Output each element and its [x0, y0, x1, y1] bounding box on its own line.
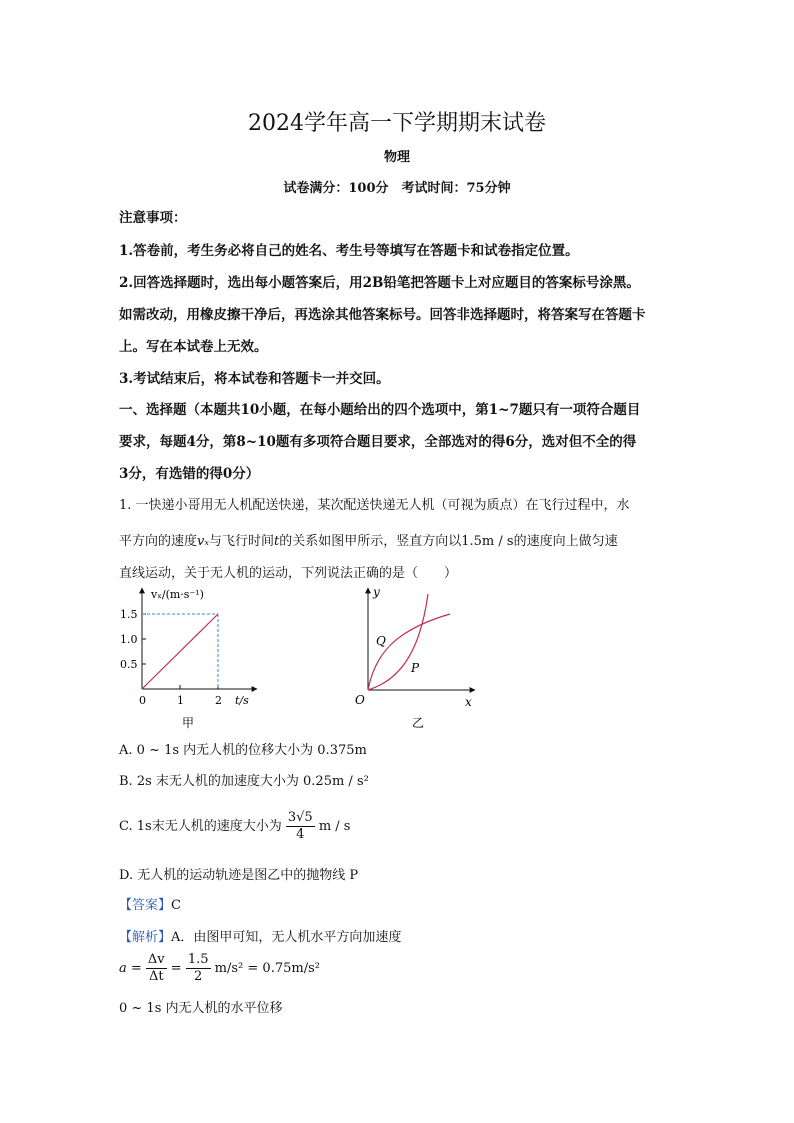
y-axis-label: y: [373, 585, 380, 599]
curve-p-label: P: [411, 661, 420, 675]
section-line-3: 3分，有选错的得0分）: [119, 466, 260, 482]
y-tick-label: 0.5: [120, 658, 138, 671]
note-2b: 如需改动，用橡皮擦干净后，再选涂其他答案标号。回答非选择题时，将答案写在答题卡: [119, 307, 646, 323]
fraction-denominator: 2: [194, 969, 203, 984]
option-a: A. 0 ~ 1s 内无人机的位移大小为 0.375m: [119, 743, 367, 758]
option-b: B. 2s 末无人机的加速度大小为 0.25m / s²: [119, 774, 369, 789]
q1-text: 的关系如图甲所示，竖直方向以: [279, 534, 462, 549]
note-3: 3.考试结束后，将本试卷和答题卡一并交回。: [119, 371, 390, 387]
analysis-text: A．由图甲可知，无人机水平方向加速度: [171, 930, 402, 945]
origin-label: O: [355, 693, 365, 707]
fraction-numerator: 3√5: [287, 810, 313, 825]
figure-caption-jia: 甲: [182, 716, 195, 730]
q1-text: 与飞行时间: [208, 534, 274, 549]
x-tick-label: 2: [215, 694, 222, 707]
fraction-numerator: 1.5: [187, 952, 209, 967]
figure-caption-yi: 乙: [412, 716, 425, 730]
formula-equals: =: [170, 961, 182, 976]
analysis-last-line: 0 ~ 1s 内无人机的水平位移: [119, 1001, 283, 1016]
option-c: [119, 810, 350, 843]
section-line-2: 要求，每题4分，第8~10题有多项符合题目要求，全部选对的得6分，选对但不全的得: [119, 434, 637, 450]
fraction-numerator: Δv: [147, 952, 165, 967]
vx-symbol: vₓ: [197, 534, 209, 549]
answer-value: C: [171, 898, 181, 913]
analysis-label: 【解析】: [119, 930, 172, 945]
x-tick-label: 0: [139, 694, 146, 707]
figure-jia: [115, 584, 265, 732]
y-tick-label: 1.0: [120, 633, 138, 646]
exam-title: 2024学年高一下学期期末试卷: [248, 111, 546, 136]
q1-text: 的速度向上做匀速: [513, 534, 618, 549]
formula-line: [119, 952, 320, 985]
section-line-1: 一、选择题（本题共10小题，在每小题给出的四个选项中，第1~7题只有一项符合题目: [119, 402, 641, 418]
q1-stem-line-3: 直线运动，关于无人机的运动，下列说法正确的是（ ）: [119, 566, 458, 581]
fraction-denominator: Δt: [148, 969, 164, 984]
q1-text: 平方向的速度: [119, 534, 198, 549]
option-c-unit: m / s: [318, 819, 351, 834]
t-symbol: t: [274, 534, 280, 549]
fraction-denominator: 4: [296, 827, 305, 842]
answer-label: 【答案】: [119, 898, 172, 913]
formula-result: m/s² = 0.75m/s²: [214, 961, 320, 976]
velocity-value: 1.5m / s: [461, 534, 514, 549]
fraction: [286, 810, 315, 843]
fraction: [146, 952, 167, 985]
x-axis-label: x: [465, 695, 472, 709]
note-2c: 上。写在本试卷上无效。: [119, 339, 268, 355]
fraction: [186, 952, 211, 985]
velocity-series-line: [142, 614, 218, 689]
answer-line: [119, 894, 181, 913]
x-axis-label: t/s: [235, 694, 249, 707]
x-tick-label: 1: [177, 694, 184, 707]
exam-subject: 物理: [383, 150, 410, 165]
note-1: 1.答卷前，考生务必将自己的姓名、考生号等填写在答题卡和试卷指定位置。: [119, 243, 579, 259]
option-c-text: C. 1s末无人机的速度大小为: [119, 819, 282, 834]
exam-meta: 试卷满分：100分 考试时间：75分钟: [283, 181, 511, 196]
curve-q: [368, 614, 450, 690]
notes-heading: 注意事项：: [119, 210, 187, 226]
analysis-line: [119, 926, 401, 945]
option-d: D. 无人机的运动轨迹是图乙中的抛物线 P: [119, 868, 359, 883]
formula-a: a =: [119, 961, 142, 976]
note-2a: 2.回答选择题时，选出每小题答案后，用2B铅笔把答题卡上对应题目的答案标号涂黑。: [119, 275, 640, 291]
q1-stem-line-1: 1. 一快递小哥用无人机配送快递，某次配送快递无人机（可视为质点）在飞行过程中，水: [119, 498, 630, 513]
y-tick-label: 1.5: [120, 608, 138, 621]
figure-yi: [350, 584, 480, 734]
q1-stem-line-2: [119, 530, 618, 549]
y-axis-label: vₓ/(m·s⁻¹): [151, 588, 204, 601]
curve-q-label: Q: [376, 634, 386, 648]
